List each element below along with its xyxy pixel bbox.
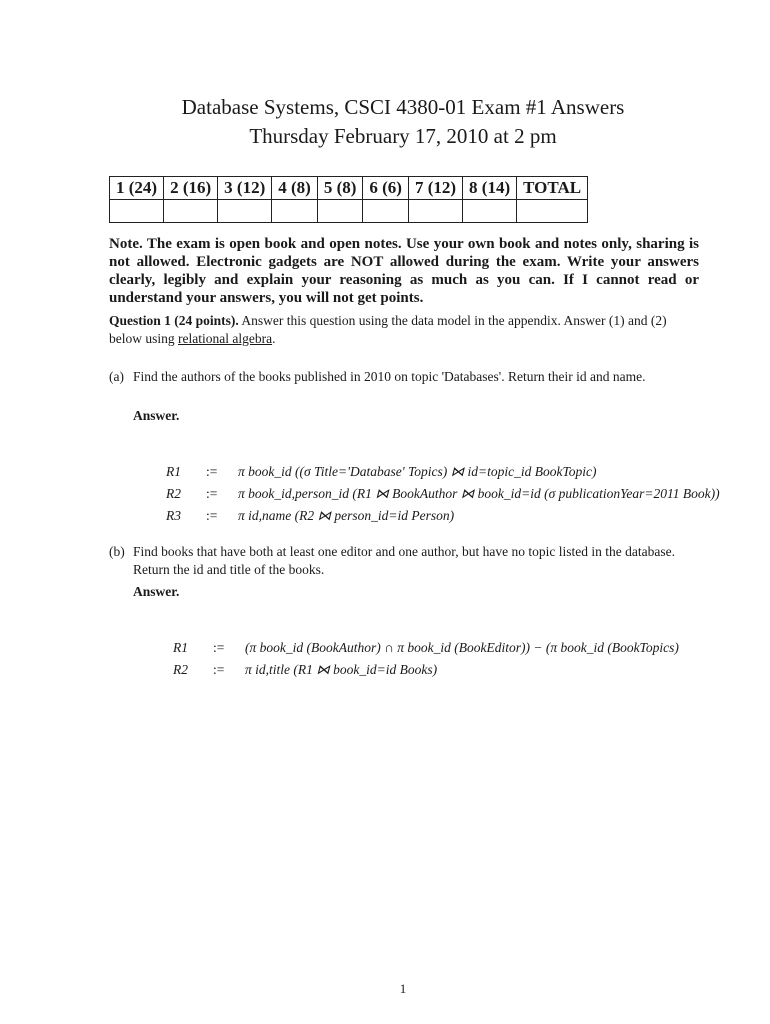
score-col-4: 4 (8) xyxy=(272,177,318,200)
eq-rhs: (π book_id (BookAuthor) ∩ π book_id (BookEditor)) − (π book_id (BookTopics) xyxy=(245,640,679,655)
score-cell xyxy=(272,200,318,223)
part-a xyxy=(109,368,699,386)
part-b-eq-2 xyxy=(173,662,437,678)
exam-title: Database Systems, CSCI 4380-01 Exam #1 Answers xyxy=(181,95,625,119)
score-cell xyxy=(363,200,409,223)
part-b-answer-label: Answer. xyxy=(133,584,180,599)
eq-op: := xyxy=(213,662,225,677)
eq-op: := xyxy=(206,486,218,501)
eq-rhs: π book_id ((σ Title='Database' Topics) ⋈ id=topic_id BookTopic) xyxy=(238,464,597,479)
score-table xyxy=(109,176,588,223)
score-cell xyxy=(218,200,272,223)
score-cell xyxy=(463,200,517,223)
part-b-text: Find books that have both at least one editor and one author, but have no topic listed in the database. Return the id and title of the books. xyxy=(133,544,675,577)
part-a-marker: (a) xyxy=(109,369,124,384)
score-cell xyxy=(110,200,164,223)
part-a-eq-1 xyxy=(166,464,597,480)
eq-lhs: R1 xyxy=(173,640,188,655)
exam-date: Thursday February 17, 2010 at 2 pm xyxy=(249,124,557,148)
part-a-text: Find the authors of the books published in 2010 on topic 'Databases'. Return their id and name. xyxy=(133,369,646,384)
score-col-1: 1 (24) xyxy=(110,177,164,200)
part-b-marker: (b) xyxy=(109,544,125,559)
score-header-row xyxy=(110,177,588,200)
score-col-total: TOTAL xyxy=(517,177,588,200)
eq-op: := xyxy=(206,464,218,479)
eq-lhs: R1 xyxy=(166,464,181,479)
score-cell xyxy=(408,200,462,223)
page-number: 1 xyxy=(399,981,407,996)
eq-op: := xyxy=(213,640,225,655)
eq-lhs: R3 xyxy=(166,508,181,523)
part-a-eq-3 xyxy=(166,508,454,524)
question-1-text: Answer this question using the data model in the appendix. Answer (1) and (2) below using xyxy=(109,313,667,346)
score-col-2: 2 (16) xyxy=(164,177,218,200)
relational-algebra-link[interactable]: relational algebra xyxy=(178,331,273,346)
score-col-7: 7 (12) xyxy=(408,177,462,200)
part-a-answer-label: Answer. xyxy=(133,408,180,423)
question-1-label: Question 1 (24 points). xyxy=(109,313,239,328)
score-cell xyxy=(317,200,363,223)
part-b-eq-1 xyxy=(173,640,679,656)
eq-lhs: R2 xyxy=(173,662,188,677)
question-1 xyxy=(109,312,699,348)
part-b xyxy=(109,543,699,579)
score-cell xyxy=(164,200,218,223)
eq-rhs: π id,name (R2 ⋈ person_id=id Person) xyxy=(238,508,455,523)
question-1-text-end: . xyxy=(272,331,276,346)
score-col-8: 8 (14) xyxy=(463,177,517,200)
eq-rhs: π book_id,person_id (R1 ⋈ BookAuthor ⋈ book_id=id (σ publicationYear=2011 Book)) xyxy=(238,486,720,501)
exam-note: Note. The exam is open book and open notes. Use your own book and notes only, sharing is not allowed. Electronic gadgets are NOT allowed during the exam. Write your answers clearly, legibly and explain your reasoning as much as you can. If I cannot read or understand your answers, you will not get points. xyxy=(109,236,699,306)
part-a-eq-2 xyxy=(166,486,720,502)
eq-rhs: π id,title (R1 ⋈ book_id=id Books) xyxy=(245,662,438,677)
score-cell xyxy=(517,200,588,223)
score-blank-row xyxy=(110,200,588,223)
score-col-6: 6 (6) xyxy=(363,177,409,200)
eq-op: := xyxy=(206,508,218,523)
score-col-5: 5 (8) xyxy=(317,177,363,200)
score-col-3: 3 (12) xyxy=(218,177,272,200)
eq-lhs: R2 xyxy=(166,486,181,501)
